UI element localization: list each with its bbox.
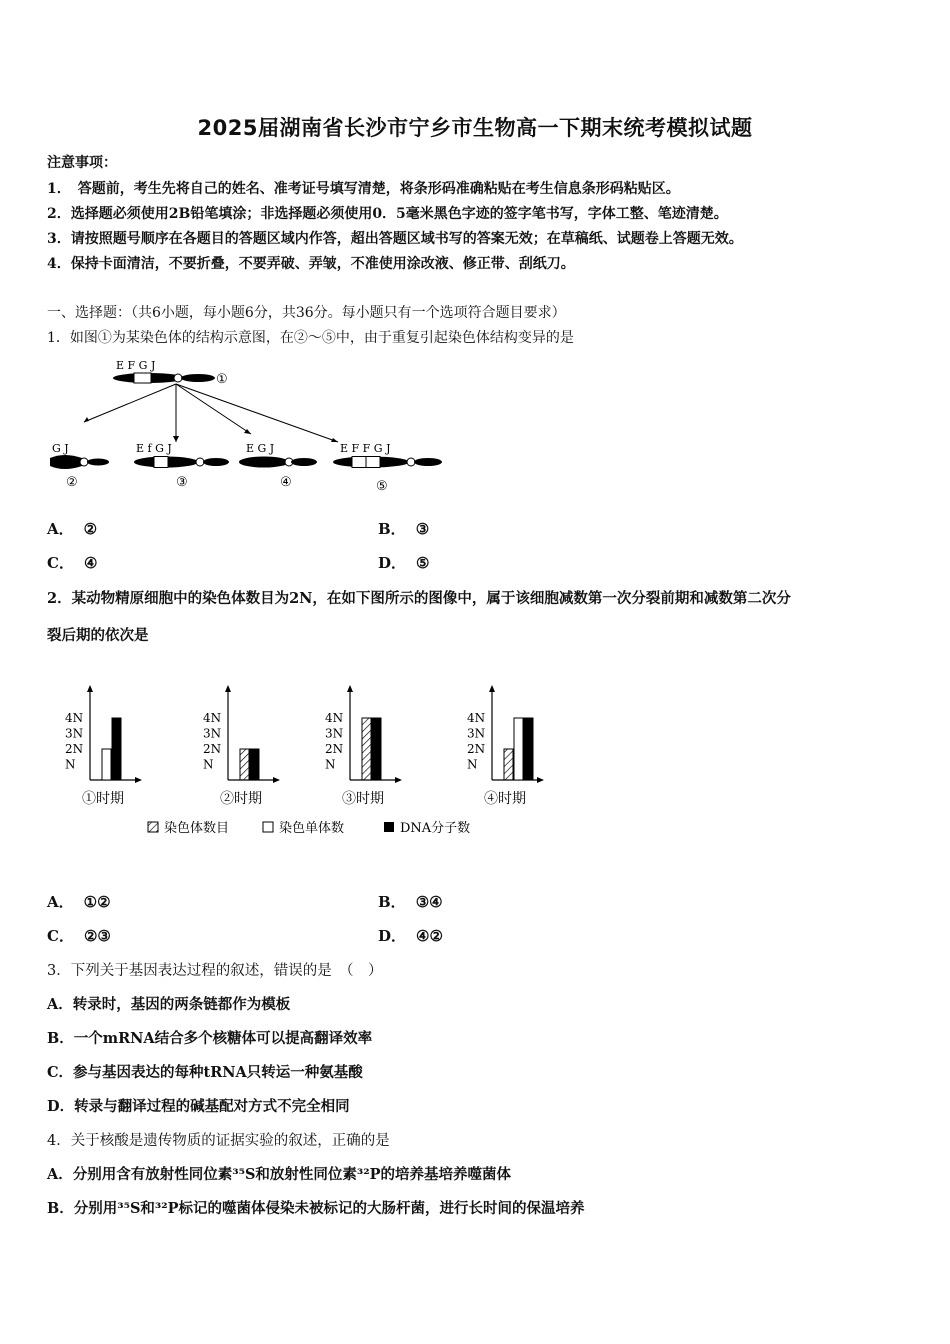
arrowhead — [84, 417, 89, 422]
bar — [524, 718, 533, 780]
chromosome-arm — [50, 455, 82, 469]
y-tick-label: 2N — [203, 742, 222, 756]
y-axis-arrow — [347, 685, 353, 692]
gene-labels: E F F G J — [340, 442, 391, 455]
y-tick-label: 2N — [325, 742, 344, 756]
y-tick-label: N — [65, 757, 76, 772]
chromosome-number: ④ — [280, 475, 292, 490]
option-label: B． — [378, 520, 406, 538]
x-axis-arrow — [273, 777, 280, 783]
question-1-stem: 1．如图①为某染色体的结构示意图，在②～⑤中，由于重复引起染色体结构变异的是 — [47, 330, 574, 346]
panel-label: ①时期 — [82, 791, 124, 807]
bar — [250, 749, 259, 780]
option-b[interactable] — [378, 891, 443, 912]
y-tick-label: 4N — [65, 711, 84, 725]
gene-labels: G J — [52, 442, 69, 455]
option-label: A． — [47, 520, 74, 538]
y-tick-label: 4N — [325, 711, 344, 725]
option-d[interactable] — [378, 552, 429, 573]
x-axis-arrow — [135, 777, 142, 783]
y-tick-label: 3N — [467, 726, 486, 741]
option-label: C． — [47, 927, 74, 945]
option-c[interactable] — [47, 925, 111, 946]
centromere — [196, 458, 204, 466]
option-label: D． — [378, 927, 407, 945]
page-title: 2025届湖南省长沙市宁乡市生物高一下期末统考模拟试题 — [197, 116, 753, 140]
chromosome-band — [154, 457, 168, 468]
chromosome-band — [134, 373, 151, 383]
panel-label: ②时期 — [220, 791, 262, 807]
chromosome-band — [352, 457, 366, 468]
option-c[interactable] — [47, 552, 97, 573]
option-text: ② — [83, 520, 98, 538]
y-tick-label: 2N — [65, 742, 84, 756]
legend-swatch-chromatid — [263, 822, 273, 832]
chromosome-diagram — [46, 354, 446, 494]
option-b[interactable]: B．一个mRNA结合多个核糖体可以提高翻译效率 — [47, 1030, 373, 1047]
option-text: ③④ — [415, 893, 443, 911]
chromosome-number: ② — [66, 475, 78, 490]
chromosome-arm — [181, 374, 215, 382]
y-tick-label: N — [325, 757, 336, 772]
chromosome-arm — [203, 458, 229, 466]
gene-labels: E f G J — [136, 442, 172, 455]
option-b[interactable]: B．分别用³⁵S和³²P标记的噬菌体侵染未被标记的大肠杆菌，进行长时间的保温培养 — [47, 1200, 585, 1217]
arrowhead — [173, 436, 179, 442]
legend-label: DNA分子数 — [400, 821, 471, 836]
panel-label: ④时期 — [484, 791, 526, 807]
option-c[interactable]: C．参与基因表达的每种tRNA只转运一种氨基酸 — [47, 1064, 363, 1081]
arrowhead — [331, 438, 338, 442]
option-text: ①② — [83, 893, 111, 911]
option-b[interactable] — [378, 518, 429, 539]
y-tick-label: N — [467, 757, 478, 772]
arrows — [84, 384, 338, 442]
y-axis-arrow — [225, 685, 231, 692]
gene-labels: E F G J — [116, 359, 156, 372]
option-text: ④② — [416, 927, 443, 945]
bar — [112, 718, 121, 780]
option-label: D． — [378, 554, 407, 572]
question-2-stem: 裂后期的依次是 — [47, 627, 149, 644]
option-a[interactable] — [47, 891, 111, 912]
section-heading: 一、选择题：（共6小题，每小题6分，共36分。每小题只有一个选项符合题目要求） — [47, 305, 566, 321]
chromosome-arm — [291, 458, 317, 466]
legend-label: 染色体数目 — [164, 821, 230, 836]
option-d[interactable] — [378, 925, 443, 946]
notice-heading: 注意事项： — [47, 155, 117, 171]
bar — [102, 749, 111, 780]
centromere — [407, 458, 415, 466]
panel-label: ③时期 — [342, 791, 384, 807]
y-axis-arrow — [489, 685, 495, 692]
option-d[interactable]: D．转录与翻译过程的碱基配对方式不完全相同 — [47, 1098, 350, 1115]
notice-item: 1． 答题前，考生先将自己的姓名、准考证号填写清楚，将条形码准确粘贴在考生信息条形码粘贴区。 — [47, 181, 680, 197]
y-axis-arrow — [87, 685, 93, 692]
bar-chart — [60, 680, 580, 850]
y-tick-label: N — [203, 757, 214, 772]
option-label: B． — [378, 893, 406, 911]
chromosome-number: ① — [216, 372, 228, 387]
gene-labels: E G J — [246, 442, 275, 455]
notice-item: 3．请按照题号顺序在各题目的答题区域内作答，超出答题区域书写的答案无效；在草稿纸、试题卷上答题无效。 — [47, 231, 743, 247]
legend-swatch-chromosome — [148, 822, 158, 832]
y-tick-label: 4N — [467, 711, 486, 725]
notice-item: 2．选择题必须使用2B铅笔填涂；非选择题必须使用0．5毫米黑色字迹的签字笔书写，字体工整、笔迹清楚。 — [47, 206, 728, 222]
y-tick-label: 2N — [467, 742, 486, 756]
legend-swatch-dna — [384, 822, 394, 832]
y-tick-label: 3N — [203, 726, 222, 741]
bar — [514, 718, 523, 780]
bar — [504, 749, 513, 780]
chromosome-arm — [239, 457, 289, 468]
option-label: C． — [47, 554, 74, 572]
y-tick-label: 3N — [325, 726, 344, 741]
option-a[interactable]: A．转录时，基因的两条链都作为模板 — [47, 996, 291, 1013]
legend-label: 染色单体数 — [279, 821, 345, 836]
centromere — [174, 374, 182, 382]
option-text: ⑤ — [416, 554, 430, 572]
x-axis-arrow — [395, 777, 402, 783]
chromosome-arm — [414, 458, 442, 466]
x-axis-arrow — [537, 777, 544, 783]
bar — [240, 749, 249, 780]
chromosome-number: ⑤ — [376, 479, 388, 494]
option-label: A． — [47, 893, 74, 911]
question-4-stem: 4．关于核酸是遗传物质的证据实验的叙述，正确的是 — [47, 1133, 390, 1149]
y-tick-label: 4N — [203, 711, 222, 725]
option-a[interactable]: A．分别用含有放射性同位素³⁵S和放射性同位素³²P的培养基培养噬菌体 — [47, 1166, 512, 1183]
option-text: ②③ — [83, 927, 111, 945]
bar — [362, 718, 371, 780]
question-3-stem: 3．下列关于基因表达过程的叙述，错误的是 （ ） — [47, 963, 383, 979]
centromere — [80, 458, 88, 466]
y-tick-label: 3N — [65, 726, 84, 741]
notice-item: 4．保持卡面清洁，不要折叠，不要弄破、弄皱，不准使用涂改液、修正带、刮纸刀。 — [47, 256, 575, 272]
question-2-stem: 2．某动物精原细胞中的染色体数目为2N，在如下图所示的图像中，属于该细胞减数第一次分裂前期和减数第二次分 — [47, 590, 791, 607]
option-text: ③ — [415, 520, 430, 538]
chromosome-arm — [87, 459, 109, 466]
chromosome-band — [366, 457, 380, 468]
bar — [372, 718, 381, 780]
chromosome-number: ③ — [176, 475, 188, 490]
option-a[interactable] — [47, 518, 97, 539]
option-text: ④ — [83, 554, 98, 572]
